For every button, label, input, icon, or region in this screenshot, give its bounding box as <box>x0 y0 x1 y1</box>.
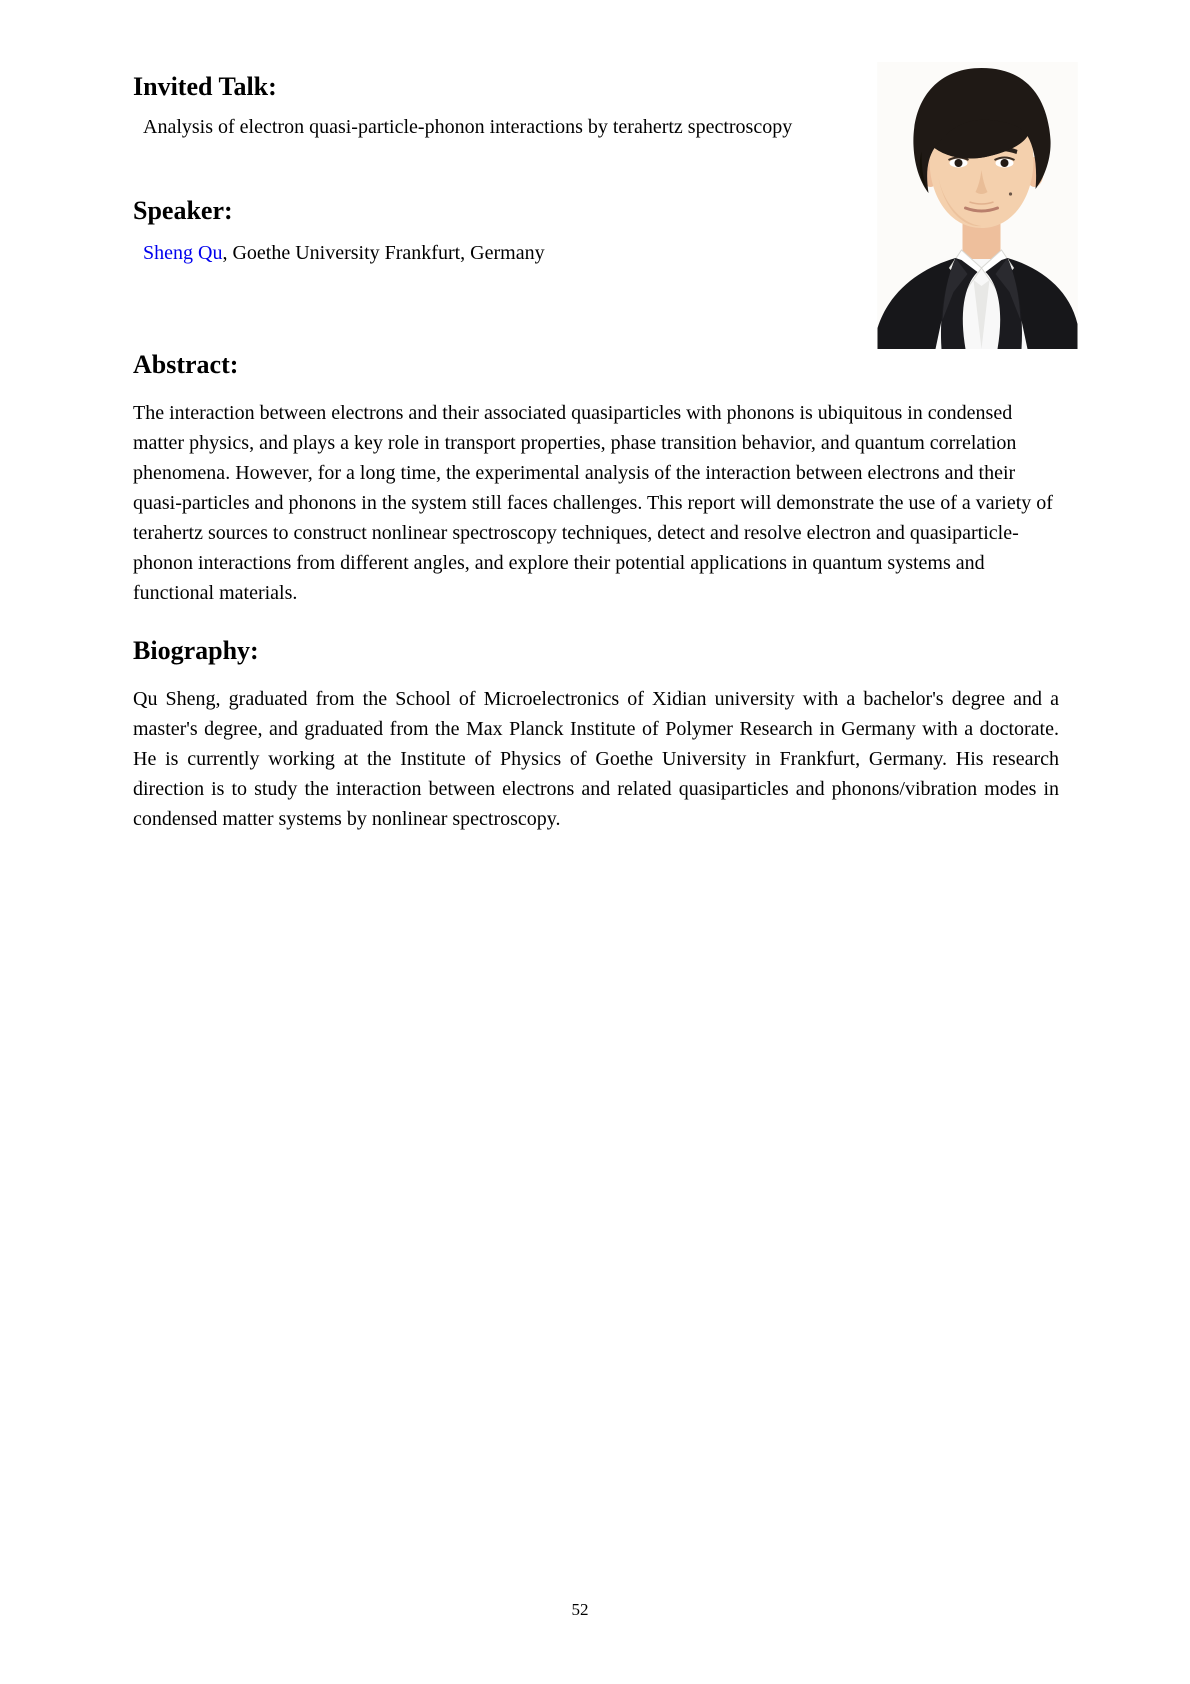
abstract-heading: Abstract: <box>133 350 239 379</box>
speaker-affiliation: , Goethe University Frankfurt, Germany <box>222 242 545 264</box>
speaker-name-link[interactable]: Sheng Qu <box>143 242 223 264</box>
biography-heading: Biography: <box>133 636 259 665</box>
page-number: 52 <box>571 1600 589 1619</box>
speaker-photo <box>877 62 1078 349</box>
talk-title: Analysis of electron quasi-particle-phonon interactions by terahertz spectroscopy <box>143 116 793 138</box>
abstract-text: The interaction between electrons and their associated quasiparticles with phonons is ubiquitous in condensed matter physics, and plays a key role in transport properties, phase transition behavior, and quantum correlation phenomena. However, for a long time, the experimental analysis of the interaction between electrons and their quasi-particles and phonons in the system still faces challenges. This report will demonstrate the use of a variety of terahertz sources to construct nonlinear spectroscopy techniques, detect and resolve electron and quasiparticle-phonon interactions from different angles, and explore their potential applications in quantum systems and functional materials. <box>133 402 1053 604</box>
speaker-heading: Speaker: <box>133 196 233 225</box>
speaker-portrait-illustration <box>877 62 1078 349</box>
speaker-line <box>133 238 833 268</box>
biography-text: Qu Sheng, graduated from the School of Microelectronics of Xidian university with a bachelor's degree and a master's degree, and graduated from the Max Planck Institute of Polymer Research in Germany with a doctorate. He is currently working at the Institute of Physics of Goethe University in Frankfurt, Germany. His research direction is to study the interaction between electrons and related quasiparticles and phonons/vibration modes in condensed matter systems by nonlinear spectroscopy. <box>133 688 1059 830</box>
invited-talk-heading: Invited Talk: <box>133 72 277 101</box>
